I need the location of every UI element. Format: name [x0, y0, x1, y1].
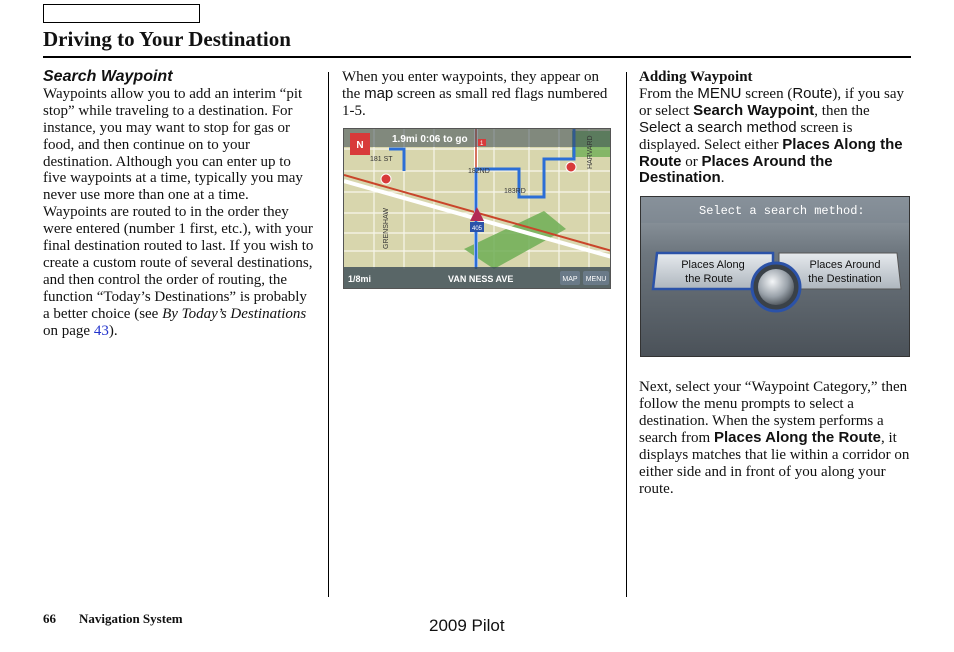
section-heading-search-waypoint: Search Waypoint — [43, 68, 173, 85]
map-waypoints-paragraph: When you enter waypoints, they appear on the map screen as small red flags numbered 1-5. — [342, 69, 608, 119]
search-waypoint-paragraph: Waypoints allow you to add an interim “pit stop” while traveling to a destination. For instance, you may want to stop for gas or food, and then continue on to your destination. Although you can enter up to five waypoints at a time, typically you may never use more than one at a time. Waypoints are routed to in the order they were entered (number 1 first, etc.), with your final destination routed to last. If you wish to create a custom route of several destinations, and then control the order of routing, the function “Today’s Destinations” is probably a better choice (see By Today’s Destinations on page 43). — [43, 85, 314, 339]
map-current-street: VAN NESS AVE — [448, 274, 514, 284]
svg-text:N: N — [356, 140, 364, 151]
map-street-grenshaw: GRENSHAW — [383, 208, 390, 249]
page-title: Driving to Your Destination — [43, 27, 291, 51]
map-scale-label: 1/8mi — [348, 274, 372, 284]
header-tab-box — [43, 4, 200, 23]
places-around-button-line1: Places Around — [809, 259, 881, 271]
places-around-button-line2: the Destination — [808, 273, 882, 285]
highway-shield-405: 405 — [471, 226, 483, 232]
map-street-182nd: 182ND — [468, 168, 490, 175]
interface-dial-icon — [758, 269, 794, 305]
map-street-harvard: HARVARD — [587, 135, 594, 169]
column-divider-2 — [626, 72, 627, 597]
map-street-181st: 181 ST — [370, 156, 393, 163]
page-number: 66 — [43, 611, 56, 626]
map-button: MAP — [562, 276, 578, 283]
map-screen-image — [343, 128, 611, 289]
search-method-screen-image — [640, 196, 910, 357]
column-1 — [43, 69, 315, 340]
places-along-button-line2: the Route — [685, 273, 733, 285]
cross-reference-title: By Today’s Destinations — [162, 305, 307, 322]
column-divider-1 — [328, 72, 329, 597]
waypoint-category-paragraph: Next, select your “Waypoint Category,” then follow the menu prompts to select a destination. When the system performs a search from Places Along the Route, it displays matches that lie within a corridor on either side and in front of you along your route. — [639, 379, 910, 497]
places-along-button-line1: Places Along — [681, 259, 745, 271]
column-2 — [342, 69, 614, 120]
menu-button: MENU — [585, 276, 607, 283]
map-street-183rd: 183RD — [504, 188, 526, 195]
footer-model: 2009 Pilot — [429, 616, 505, 635]
map-screen-svg — [344, 129, 611, 289]
footer-section: Navigation System — [79, 611, 183, 626]
search-method-title: Select a search method: — [699, 204, 865, 218]
page-link-43[interactable]: 43 — [93, 322, 109, 339]
waypoint-flag-1: 1 — [480, 141, 484, 147]
search-method-screen-svg — [641, 197, 910, 357]
section-heading-adding-waypoint: Adding Waypoint — [639, 69, 753, 85]
map-distance-label: 1.9mi 0:06 to go — [392, 134, 468, 145]
adding-waypoint-paragraph: From the MENU screen (Route), if you say or select Search Waypoint, then the Select a search method screen is displayed. Select either Places Along the Route or Places Around the Destination. — [639, 84, 905, 187]
header-rule — [43, 56, 911, 58]
